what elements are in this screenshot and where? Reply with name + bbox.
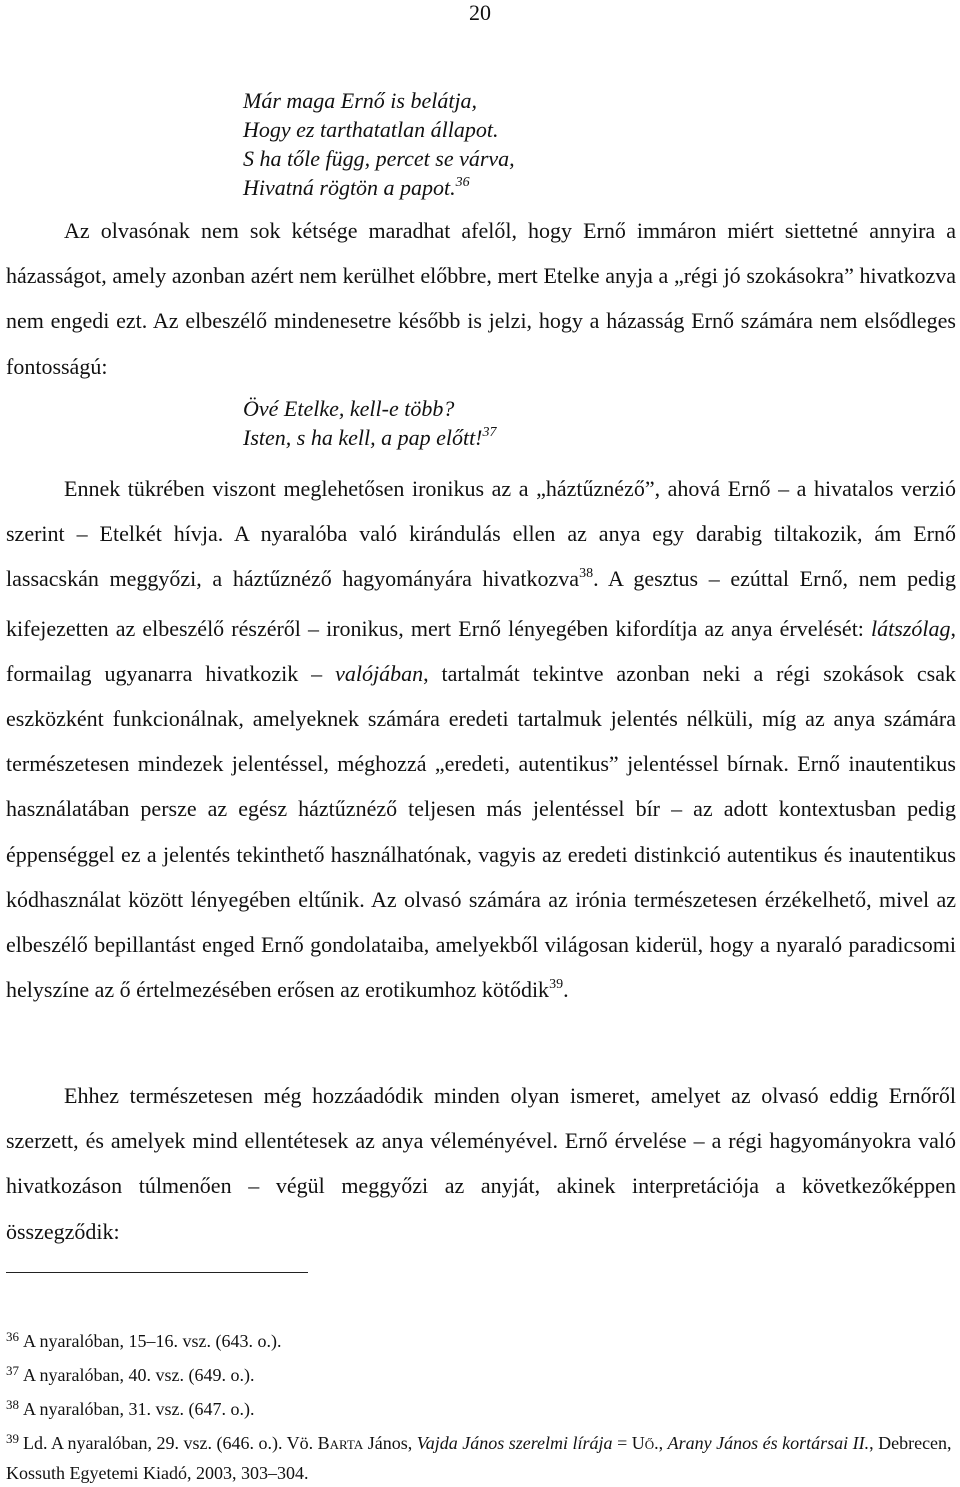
paragraph-2-text-c: , formailag ugyanarra hivatkozik – <box>6 615 956 686</box>
editor-name: Uő. <box>631 1433 659 1453</box>
emphasis-latszolag: látszólag <box>871 615 951 641</box>
footnote-text: A nyaralóban, 40. vsz. (649. o.). <box>23 1365 255 1385</box>
poem-stanza-2 <box>243 394 497 456</box>
paragraph-2-text-b: . A gesztus – ezúttal Ernő, nem pedig kifejezetten az elbeszélő részéről – ironikus, mert Ernő lényegében kifordítja az anya érvelését: <box>6 566 957 641</box>
paragraph-2 <box>6 466 956 1016</box>
footnote-text: A nyaralóban, 15–16. vsz. (643. o.). <box>23 1331 282 1351</box>
footnote-39 <box>6 1429 956 1487</box>
footnote-ref-38[interactable]: 38 <box>579 566 594 582</box>
poem-line: Hogy ez tarthatatlan állapot. <box>243 117 499 142</box>
paragraph-2-text-d: , tartalmát tekintve azonban neki a régi szokások csak eszközként funkcionálnak, amelyeknek számára eredeti tartalmuk jelentés nélküli, míg az anya számára természetesen mindezek jelentéssel, méghozzá „eredeti, autentikus” jelentéssel bírnak. Ernő inautentikus használatában persze az egész háztűznéző teljesen más jelentéssel bír – az adott kontextusban pedig éppenséggel ez a jelentés tekinthető használhatónak, vagyis az eredeti distinkció autentikus és inautentikus kódhasználat között lényegében eltűnik. Az olvasó számára az irónia természetesen érzékelhető, mivel az elbeszélő bepillantást enged Ernő gondolataiba, amelyekből világosan kiderül, hogy a nyaraló paradicsomi helyszíne az ő értelmezésében erősen az erotikumhoz kötődik <box>6 660 956 1003</box>
poem-line <box>243 423 497 456</box>
footnote-37 <box>6 1359 956 1393</box>
footnote-text: , Debrecen, Kossuth Egyetemi Kiadó, 2003, 303–304. <box>6 1433 952 1483</box>
footnote-number: 37 <box>6 1363 19 1378</box>
footnote-text: A nyaralóban, 31. vsz. (647. o.). <box>23 1399 255 1419</box>
poem-stanza-1 <box>243 86 515 206</box>
paragraph-2-text-a: Ennek tükrében viszont meglehetősen ironikus az a „háztűznéző”, ahová Ernő – a hivatalos verzió szerint – Etelkét hívja. A nyaralóba való kirándulás ellen az anya egy darabig tiltakozik, ám Ernő lassacskán meggyőzi, a háztűznéző hagyományára hivatkozva <box>6 476 956 592</box>
page-number: 20 <box>469 0 491 25</box>
footnote-number: 39 <box>6 1431 19 1446</box>
poem-line: S ha tőle függ, percet se várva, <box>243 146 515 171</box>
footnotes <box>6 1325 956 1487</box>
book-title: Arany János és kortársai II. <box>667 1433 870 1453</box>
footnote-text: = <box>612 1433 632 1453</box>
footnote-separator <box>6 1272 308 1273</box>
footnote-text: János, <box>363 1433 417 1453</box>
paragraph-1: Az olvasónak nem sok kétsége maradhat afelől, hogy Ernő immáron miért siettetné annyira a házasságot, amely azonban azért nem kerülhet előbbre, mert Etelke anyja a „régi jó szokásokra” hivatkozva nem engedi ezt. Az elbeszélő mindenesetre később is jelzi, hogy a házasság Ernő számára nem elsődleges fontosságú: <box>6 218 956 379</box>
footnote-ref-39[interactable]: 39 <box>549 977 564 993</box>
poem-line: Övé Etelke, kell-e több? <box>243 396 455 421</box>
footnote-ref-36[interactable]: 36 <box>455 175 470 190</box>
footnote-ref-37[interactable]: 37 <box>482 425 497 440</box>
author-name: Barta <box>317 1433 364 1453</box>
work-title: Vajda János szerelmi lírája <box>416 1433 613 1453</box>
footnote-36 <box>6 1325 956 1359</box>
emphasis-valojaban: valójában <box>335 660 424 686</box>
footnote-number: 38 <box>6 1397 19 1412</box>
poem-line <box>243 173 515 206</box>
poem-line: Már maga Ernő is belátja, <box>243 88 478 113</box>
paragraph-2-text-e: . <box>563 977 569 1003</box>
poem-line-text: Hivatná rögtön a papot. <box>243 175 456 200</box>
footnote-number: 36 <box>6 1329 19 1344</box>
footnote-text: Ld. A nyaralóban, 29. vsz. (646. o.). Vö. <box>23 1433 318 1453</box>
footnote-38 <box>6 1393 956 1427</box>
paragraph-3: Ehhez természetesen még hozzáadódik minden olyan ismeret, amelyet az olvasó eddig Ernőről szerzett, és amelyek mind ellentétesek az anya véleményével. Ernő érvelése – a régi hagyományokra való hivatkozáson túlmenően – végül meggyőzi az anyját, akinek interpretációja a következőképpen összegződik: <box>6 1083 956 1244</box>
footnote-text: , <box>658 1433 668 1453</box>
poem-line-text: Isten, s ha kell, a pap előtt! <box>243 425 483 450</box>
